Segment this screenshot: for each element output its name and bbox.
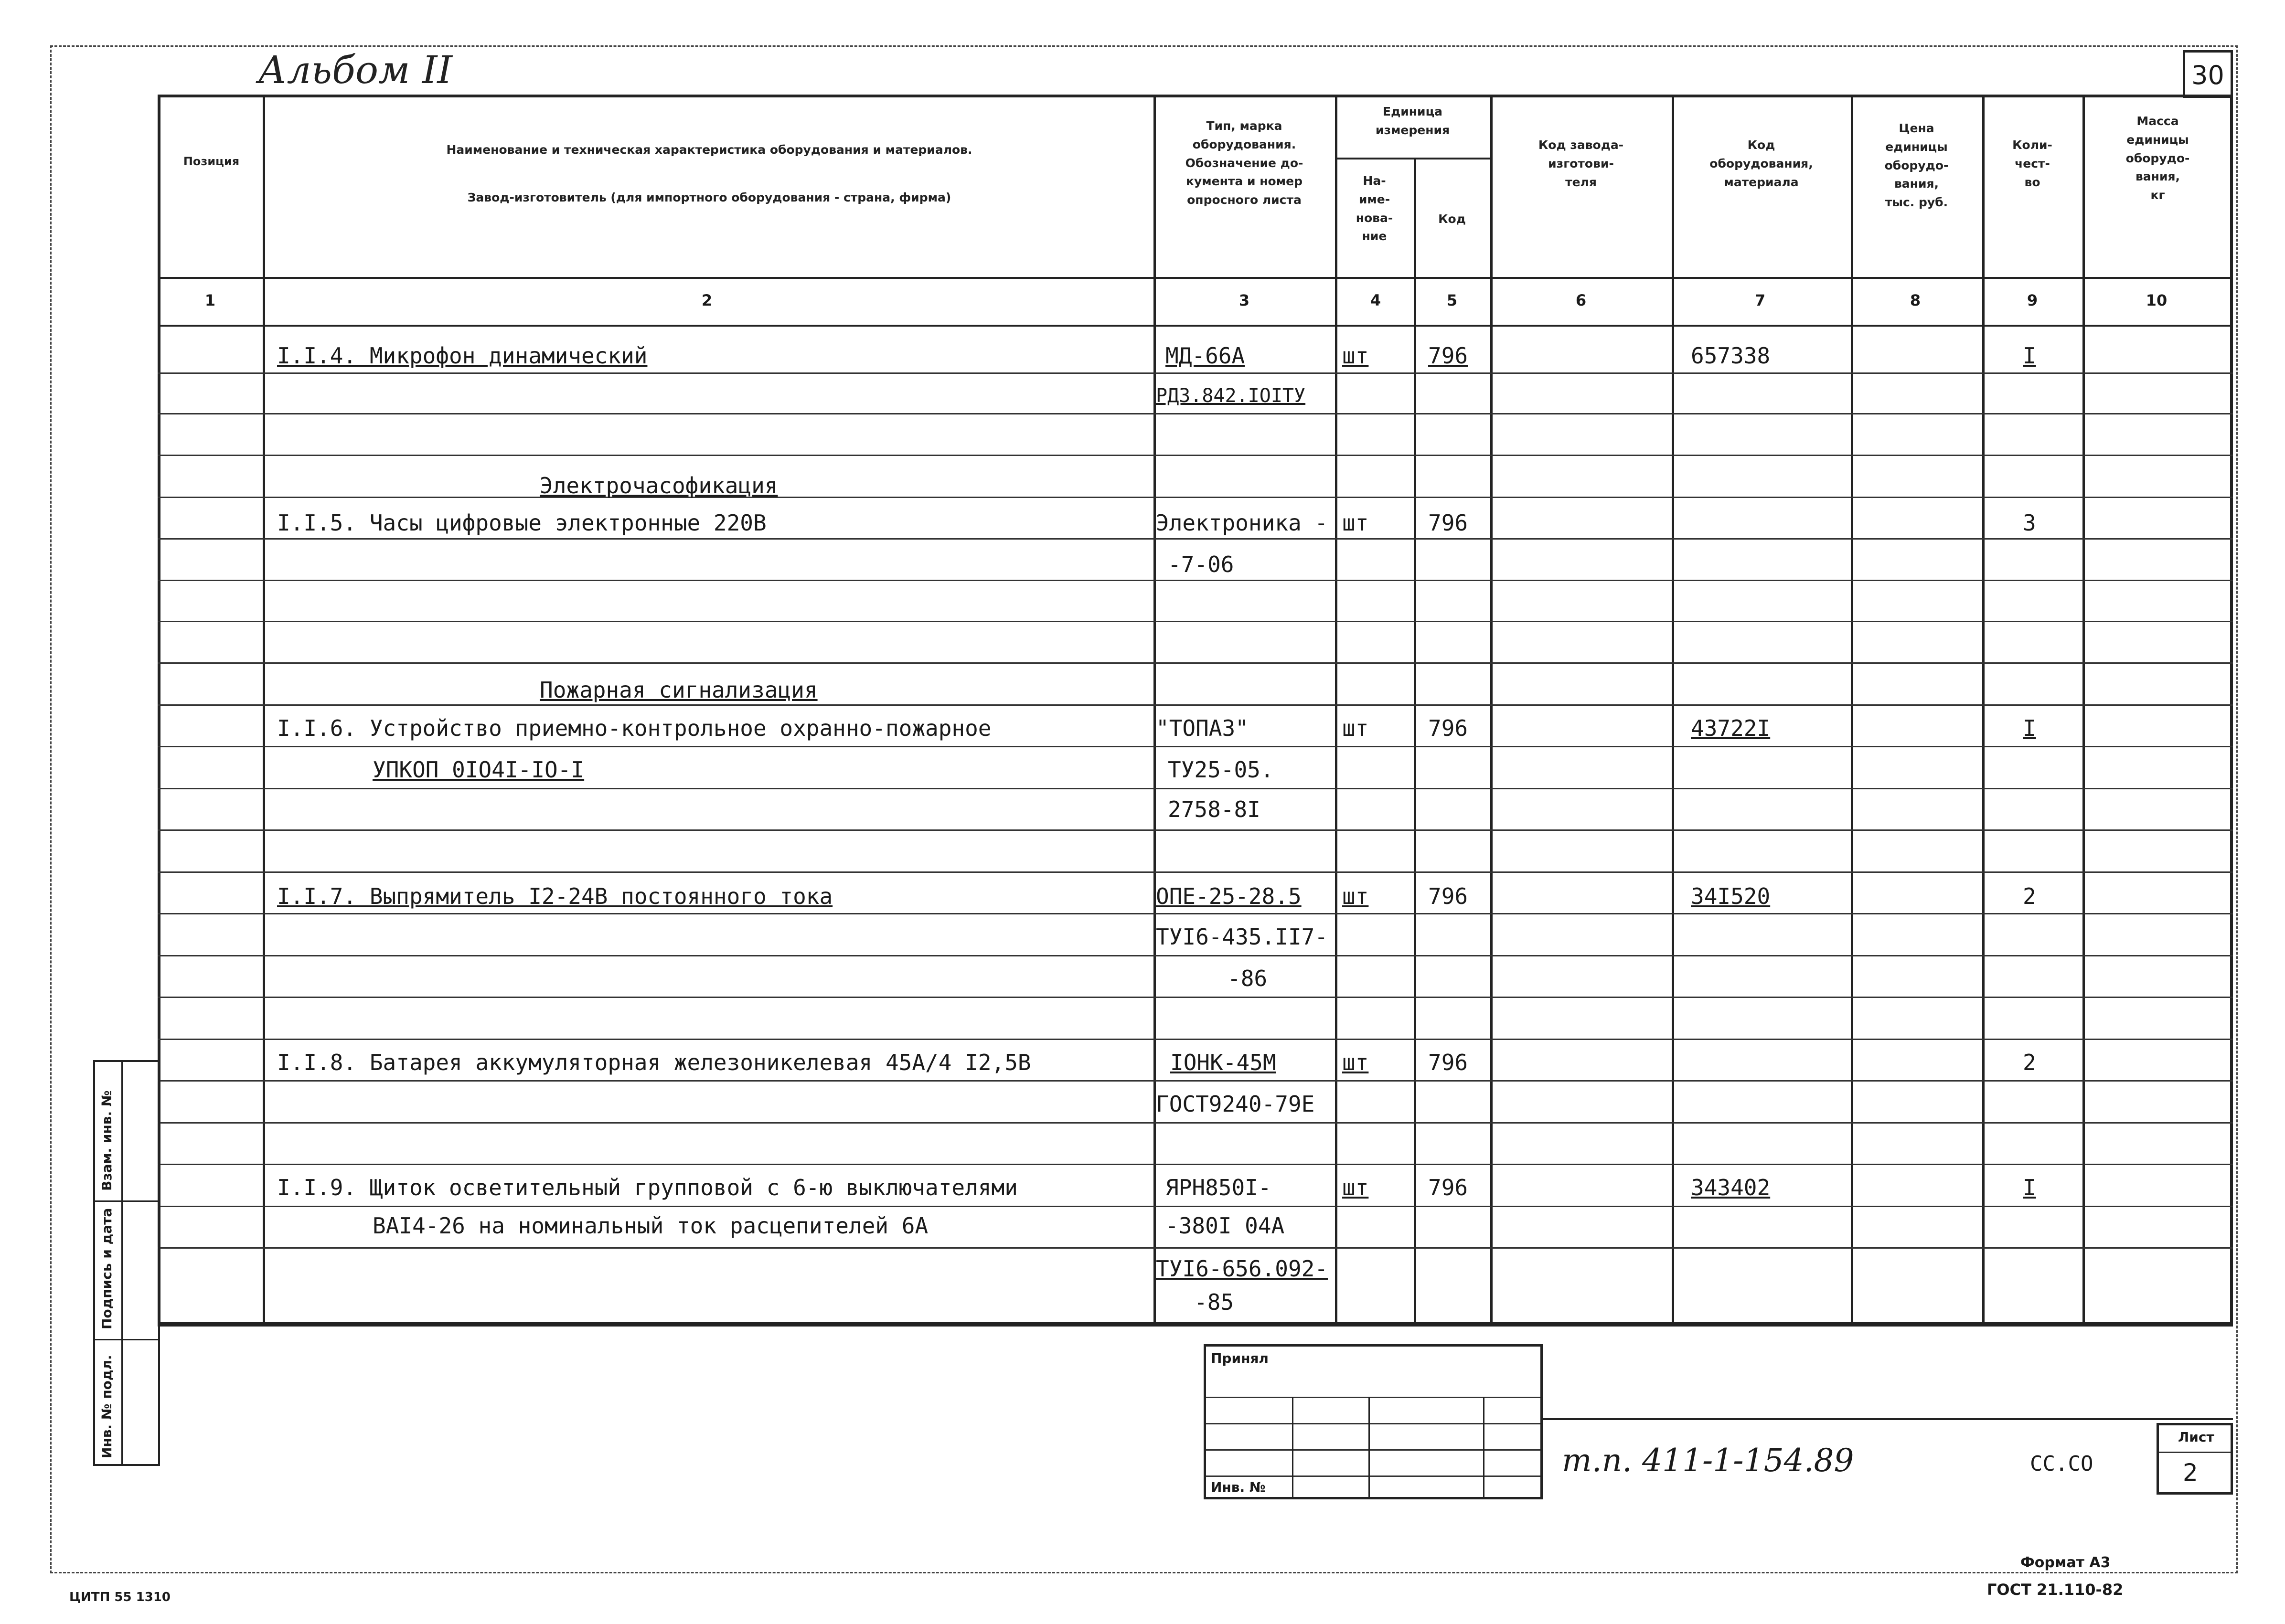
header-name-line1: Наименование и техническая характеристика оборудования и материалов. [446,143,972,157]
stamp-rule [1206,1423,1540,1424]
table-bottom-rule [158,1325,2233,1327]
item-code: 796 [1428,510,1468,536]
col-divider [1851,95,1853,1325]
item-unit: шт [1342,1175,1369,1200]
title-block-rule [1543,1418,2233,1420]
stamp-divider [1292,1397,1293,1497]
row-rule [158,455,2233,456]
row-rule [158,955,2233,956]
item-name: I.I.5. Часы цифровые электронные 220В [277,510,767,536]
item-type: ТУI6-435.II7- [1156,924,1328,950]
item-code: 796 [1428,343,1468,369]
item-type: ОПЕ-25-28.5 [1156,883,1302,909]
stamp-rule [1206,1475,1540,1477]
sheet-box [2157,1423,2233,1495]
gost-label: ГОСТ 21.110-82 [1987,1581,2124,1599]
specification-table [158,95,2233,1325]
side-stamp-replace: Взам. инв. № [99,1090,115,1191]
col-number: 6 [1575,291,1587,309]
side-stamp-sign: Подпись и дата [99,1208,115,1329]
section-title: Электрочасофикация [540,473,778,499]
row-rule [158,1122,2233,1124]
header-unit-code: Код [1438,212,1466,226]
stamp-inv: Инв. № [1211,1479,1266,1495]
item-type: ГОСТ9240-79Е [1156,1091,1315,1117]
col-divider [1982,95,1985,1325]
stamp-rule [1206,1449,1540,1451]
stamp-rule [1206,1397,1540,1398]
item-code: 796 [1428,1050,1468,1075]
col-number: 5 [1446,291,1458,309]
row-rule [158,1080,2233,1082]
item-unit: шт [1342,715,1369,741]
header-type: Тип, марка оборудования. Обозначение до- кумента и номер опросного листа [1185,119,1303,207]
format-label: Формат А3 [2020,1554,2111,1571]
sheet-rule [2159,1452,2231,1453]
item-code: 796 [1428,1175,1468,1200]
item-code: 796 [1428,715,1468,741]
item-quantity: 2 [2023,1050,2036,1075]
item-type: IOНК-45М [1170,1050,1276,1075]
row-rule [158,662,2233,664]
row-rule [158,829,2233,831]
col-number: 10 [2146,291,2168,309]
row-rule [158,704,2233,706]
item-type: ТУ25-05. [1168,757,1274,783]
item-name: I.I.4. Микрофон динамический [277,343,648,369]
row-rule [158,1206,2233,1207]
side-stamp-rule [95,1339,158,1340]
col-number: 3 [1239,291,1250,309]
item-type: ТУI6-656.092- [1156,1256,1328,1282]
item-type: "ТОПАЗ" [1156,715,1249,741]
row-rule [158,997,2233,998]
album-label: Альбом II [258,48,453,92]
col-number: 7 [1754,291,1766,309]
header-price: Цена единицы оборудо- вания, тыс. руб. [1884,121,1949,209]
col-divider [1490,95,1493,1325]
row-rule [158,497,2233,498]
item-type: РДЗ.842.IOITУ [1156,385,1306,407]
col-number: 9 [2027,291,2038,309]
row-rule [158,1164,2233,1165]
header-position: Позиция [183,155,240,168]
row-rule [158,913,2233,914]
item-name-cont: УПКОП 0IO4I-IO-I [373,757,585,783]
item-code: 796 [1428,883,1468,909]
item-quantity: 2 [2023,883,2036,909]
col-divider [1414,158,1416,1325]
item-name-cont: ВАI4-26 на номинальный ток расцепителей 6А [373,1213,929,1239]
col-divider [1153,95,1156,1325]
sheet-label: Лист [2178,1429,2214,1445]
approval-stamp [1204,1344,1543,1499]
header-sub-rule [1335,158,1490,159]
item-name: I.I.6. Устройство приемно-контрольное охранно-пожарное [277,715,992,741]
page-number: 30 [2183,50,2233,98]
col-divider [263,95,265,1325]
col-number: 4 [1370,291,1381,309]
col-number: 8 [1910,291,1921,309]
sheet-number: 2 [2183,1459,2198,1486]
item-unit: шт [1342,1050,1369,1075]
stamp-divider [1483,1397,1484,1497]
side-stamp-inv: Инв. № подл. [99,1355,115,1458]
header-unit-name: На- име- нова- ние [1356,174,1393,244]
item-quantity: I [2023,715,2036,741]
row-rule [158,788,2233,789]
colnum-bottom-rule [158,325,2233,327]
header-mass: Масса единицы оборудо- вания, кг [2125,114,2190,202]
col-divider [1335,95,1337,1325]
row-rule [158,1247,2233,1249]
item-type: -86 [1228,966,1268,991]
col-number: 1 [204,291,216,309]
item-equipment-code: 34I520 [1691,883,1771,909]
doc-code: т.п. 411-1-154.89 [1562,1442,1854,1479]
item-type: ЯРН850I- [1165,1175,1271,1200]
row-rule [158,746,2233,747]
item-quantity: I [2023,343,2036,369]
row-rule [158,372,2233,374]
row-rule [158,621,2233,622]
col-divider [1672,95,1674,1325]
header-bottom-rule [158,277,2233,279]
row-rule [158,1039,2233,1040]
header-equipment-code: Код оборудования, материала [1709,138,1813,189]
item-equipment-code: 43722I [1691,715,1771,741]
sheet-code: СС.СО [2030,1452,2093,1476]
item-equipment-code: 657338 [1691,343,1771,369]
row-rule [158,538,2233,540]
item-type: 2758-8I [1168,796,1260,822]
section-title: Пожарная сигнализация [540,677,818,703]
footer-left: ЦИТП 55 1310 [69,1590,171,1604]
item-name: I.I.9. Щиток осветительный групповой с 6-ю выключателями [277,1175,1018,1200]
item-type: -7-06 [1168,552,1234,577]
side-stamp-divider [121,1062,123,1464]
item-unit: шт [1342,343,1369,369]
item-quantity: 3 [2023,510,2036,536]
item-equipment-code: 343402 [1691,1175,1771,1200]
side-stamp-rule [95,1200,158,1202]
header-quantity: Коли- чест- во [2012,138,2052,189]
header-unit: Единица измерения [1375,105,1450,137]
col-divider [2082,95,2085,1325]
stamp-prinyal: Принял [1211,1350,1269,1366]
header-manufacturer-code: Код завода- изготови- теля [1538,138,1624,189]
row-rule [158,871,2233,873]
row-rule [158,580,2233,581]
item-unit: шт [1342,883,1369,909]
stamp-divider [1368,1397,1370,1497]
item-unit: шт [1342,510,1369,536]
item-type: Электроника - [1156,510,1328,536]
side-stamp [93,1060,160,1466]
item-type: -380I 04А [1165,1213,1285,1239]
item-name: I.I.7. Выпрямитель I2-24В постоянного тока [277,883,833,909]
col-number: 2 [701,291,713,309]
item-type: МД-66А [1165,343,1245,369]
item-type: -85 [1194,1289,1234,1315]
row-rule [158,413,2233,414]
item-name: I.I.8. Батарея аккумуляторная железоникелевая 45А/4 I2,5В [277,1050,1031,1075]
header-name-line2: Завод-изготовитель (для импортного оборудования - страна, фирма) [467,191,951,204]
item-quantity: I [2023,1175,2036,1200]
